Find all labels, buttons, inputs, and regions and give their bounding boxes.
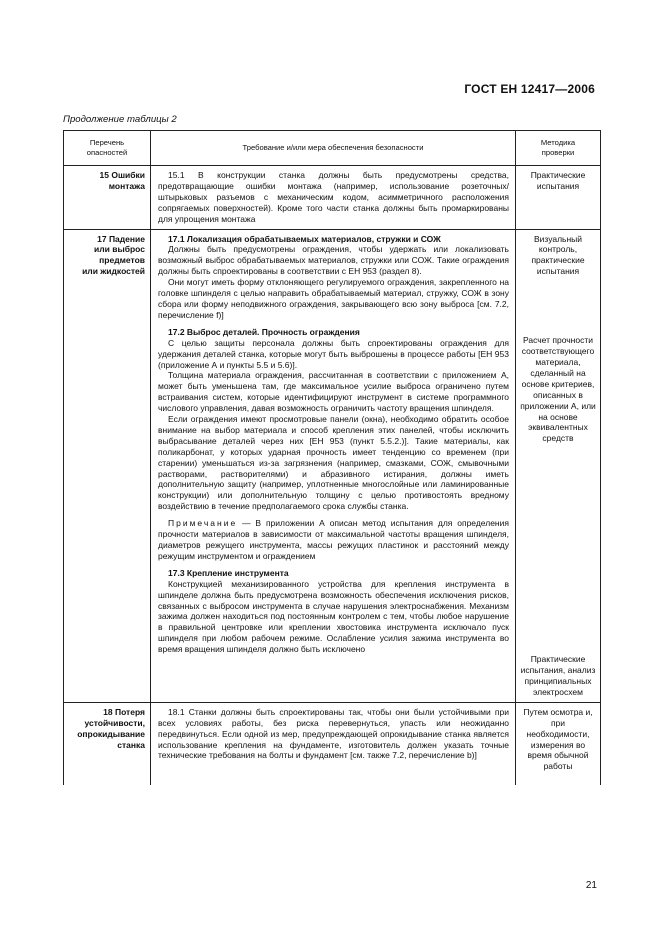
table-row: [64, 702, 601, 785]
note-text: — В приложении А описан метод испытания для определения прочности материалов в зависимости от максимальной частоты вращения шпинделя, диаметров режущего инструмента, массы режущих пластинок и расстояний между режущим инструментом и ограждением: [158, 518, 509, 561]
hazard-cell: [64, 229, 151, 702]
section-title: 17.1 Локализация обрабатываемых материалов, стружки и СОЖ: [168, 233, 441, 244]
section-title: 17.3 Крепление инструмента: [168, 567, 289, 578]
hazard-cell: [64, 166, 151, 230]
section-title: 17.2 Выброс деталей. Прочность ограждения: [168, 326, 360, 337]
requirement-cell: [151, 702, 516, 785]
method-text: Расчет прочности соответствующего материала, сделанный на основе критериев, описанных в приложении А, или на основе эквивалентных средств: [520, 335, 596, 444]
requirement-cell: [151, 166, 516, 230]
table-row: [64, 229, 601, 702]
note: [158, 518, 509, 562]
hazard-cell: [64, 702, 151, 785]
method-text: Визуальный контроль, практические испытания: [531, 233, 585, 277]
paragraph: Они могут иметь форму отклоняющего регулируемого ограждения, закрепленного на головке шпинделя с целью направить обрабатываемый материал, стружку, СОЖ в зону сбора или форму неподвижного ограждения, закрывающего всю зону выброса [см. 7.2, перечисление f)]: [158, 277, 509, 320]
method-cell: [516, 229, 601, 702]
table-header-row: [64, 131, 601, 166]
method-cell: [516, 702, 601, 785]
method-text: Практические испытания, анализ принципиальных электросхем: [520, 654, 596, 697]
requirements-table: [63, 130, 601, 785]
column-header-requirement: Требование и/или мера обеспечения безопасности: [151, 131, 516, 166]
method-text: Путем осмотра и, при необходимости, измерения во время обычной работы: [523, 706, 593, 772]
page-number: 21: [585, 880, 597, 891]
paragraph: Должны быть предусмотрены ограждения, чтобы удержать или локализовать возможный выброс обрабатываемых материалов, стружки или СОЖ. Такие ограждения должны быть спроектированы в соответствии с ЕН 953 (раздел 8).: [158, 244, 509, 277]
paragraph: Толщина материала ограждения, рассчитанная в соответствии с приложением А, может быть уменьшена там, где максимальное усилие выброса ограничено путем встраивания систем, которые идентифицируют инструмент в системе программного числового управления, давая возможность ограничить частоту вращения шпинделя.: [158, 370, 509, 414]
hazard-title: 18 Потеря устойчивости, опрокидывание станка: [77, 706, 145, 750]
column-header-hazards: Перечень опасностей: [64, 131, 151, 166]
method-cell: [516, 166, 601, 230]
table-row: [64, 166, 601, 230]
note-label: Примечание: [168, 518, 238, 529]
table-caption: Продолжение таблицы 2: [63, 114, 177, 125]
hazard-title: 15 Ошибки монтажа: [99, 170, 145, 191]
standard-code: ГОСТ ЕН 12417—2006: [464, 82, 595, 96]
paragraph: Если ограждения имеют просмотровые панели (окна), необходимо обратить особое внимание на выбор материала и способ крепления этих панелей, чтобы исключить выбрасывание деталей через них [ЕН 953 (пункт 5.5.2.)]. Такие материалы, как поликарбонат, у которых ударная прочность имеет тенденцию со временем (при старении) уменьшаться из-за загрязнения (например, смазками, СОЖ, смывочными растворами, растворителями) и абразивного истирания, должны иметь дополнительную защиту (например, уплотненные многослойные или ламинированные конструкции) или дополнительную толщину с целью противостоять вредному воздействию в течение предполагаемого срока службы станка.: [158, 414, 509, 512]
method-text: Практические испытания: [530, 170, 586, 191]
requirement-text: 15.1 В конструкции станка должны быть предусмотрены средства, предотвращающие ошибки монтажа (например, использование розеточных/штырьковых разъемов с механическим кодом, асимметричного расположения сопрягаемых поверхностей). Кроме того части станка должны быть промаркированы для упрощения монтажа: [158, 170, 509, 224]
requirement-cell: [151, 229, 516, 702]
requirement-text: 18.1 Станки должны быть спроектированы так, чтобы они были устойчивыми при всех условиях работы, без риска перевернуться, упасть или неожиданно передвинуться. Если одной из мер, предупреждающей опрокидывание станка является использование крепления на фундаменте, изготовитель должен указать точные технические требования на болты и фундамент [см. также 7.2, перечисление b)]: [158, 706, 509, 761]
paragraph: Конструкцией механизированного устройства для крепления инструмента в шпинделе должна быть предусмотрена возможность обеспечения исключения рисков, связанных с выбросом инструмента в случае нарушения электроснабжения. Механизм зажима должен находиться под постоянным контролем с тем, чтобы любое нарушение в правильной центровке или креплении хвостовика инструмента исключало пуск шпинделя при любом рабочем режиме. Ослабление усилия зажима инструмента во время вращения шпинделя должно быть исключено: [158, 578, 509, 655]
column-header-method: Методика проверки: [516, 131, 601, 166]
hazard-title: 17 Падение или выброс предметов или жидкостей: [82, 233, 145, 277]
paragraph: С целью защиты персонала должны быть спроектированы ограждения для удержания деталей станка, которые могут быть выброшены в процессе работы [ЕН 953 (приложение А и пункты 5.5 и 5.6)].: [158, 337, 509, 370]
